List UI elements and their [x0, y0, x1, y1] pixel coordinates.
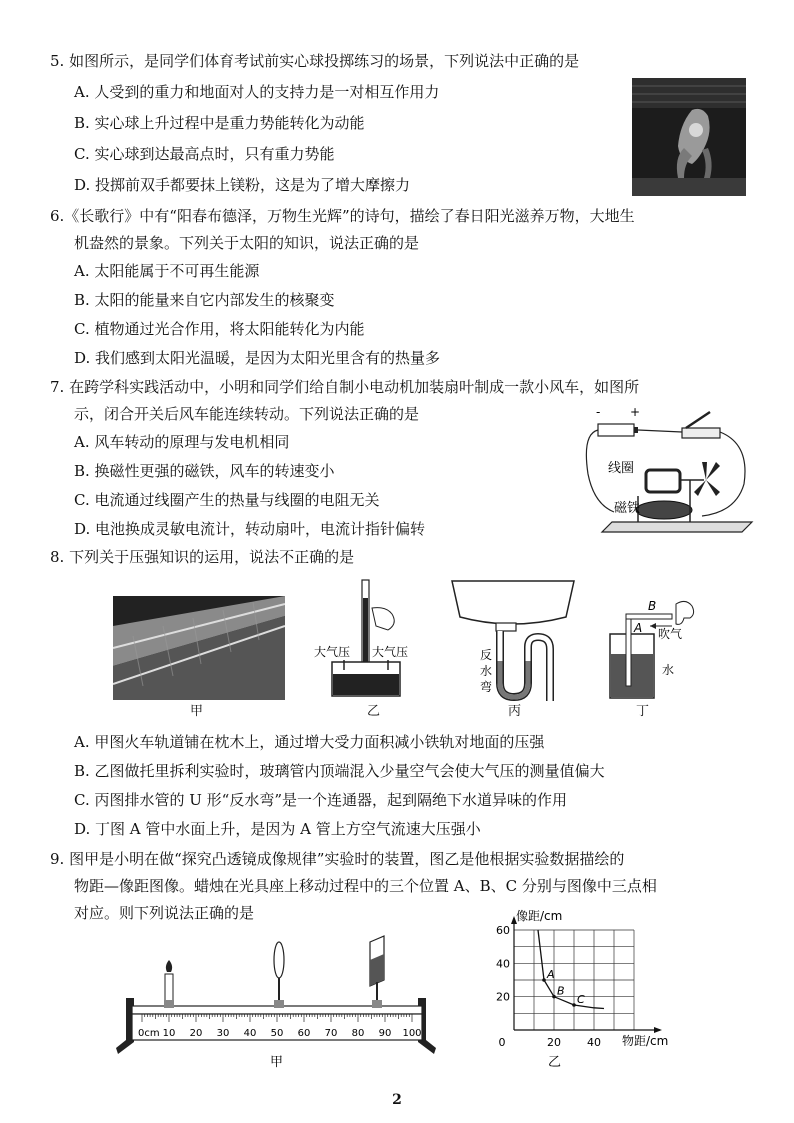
q6-option-c: C. 植物通过光合作用，将太阳能转化为内能 — [74, 320, 365, 338]
bench-left-stand — [116, 998, 134, 1054]
q7-option-c: C. 电流通过线圈产生的热量与线圈的电阻无关 — [74, 491, 380, 509]
battery-plus-label: + — [630, 405, 641, 419]
magnet — [636, 501, 692, 519]
q6-option-d: D. 我们感到太阳光温暖，是因为太阳光里含有的热量多 — [74, 349, 441, 367]
bench-tick-label: 20 — [189, 1028, 203, 1039]
battery-minus-label: - — [596, 405, 601, 419]
q9-stem-line1: 9. 图甲是小明在做“探究凸透镜成像规律”实验时的装置，图乙是他根据实验数据描绘的 — [50, 850, 625, 868]
q5-stem: 5. 如图所示，是同学们体育考试前实心球投掷练习的场景，下列说法中正确的是 — [50, 52, 580, 70]
q9-stem-line2: 物距—像距图像。蜡烛在光具座上移动过程中的三个位置 A、B、C 分别与图像中三点相 — [74, 877, 657, 895]
q8-fig-ding-blow — [600, 596, 700, 700]
q6-option-a: A. 太阳能属于不可再生能源 — [74, 262, 260, 280]
chart-y-label: 像距/cm — [516, 909, 563, 923]
chart-y-tick-label: 40 — [496, 957, 510, 971]
q7-stem-line2: 示，闭合开关后风车能连续转动。下列说法正确的是 — [74, 405, 420, 423]
magnet-label: 磁铁 — [614, 501, 641, 516]
chart-point-A — [542, 978, 546, 982]
q6-stem-line1: 6.《长歌行》中有“阳春布德泽，万物生光辉”的诗句，描绘了春日阳光滋养万物，大地生 — [50, 207, 635, 225]
q7-stem-line1: 7. 在跨学科实践活动中，小明和同学们给自制小电动机加装扇叶制成一款小风车，如图所 — [50, 378, 640, 396]
q8-fig-yi-torricelli — [310, 578, 422, 700]
ding-label-a: A — [634, 621, 643, 635]
bing-label-1: 反 — [480, 648, 493, 662]
chart-x-label: 物距/cm — [622, 1034, 669, 1048]
ding-label-water: 水 — [662, 663, 675, 677]
q7-option-d: D. 电池换成灵敏电流计，转动扇叶，电流计指针偏转 — [74, 520, 426, 538]
convex-lens — [274, 942, 284, 1008]
chart-x-tick-label: 20 — [547, 1036, 561, 1049]
bench-tick-label: 90 — [378, 1028, 392, 1039]
bing-label-3: 弯 — [480, 680, 493, 694]
chart-point-B — [552, 995, 556, 999]
chart-caption: 乙 — [548, 1055, 562, 1070]
light-screen — [370, 936, 384, 1008]
q8-option-b: B. 乙图做托里拆利实验时，玻璃管内顶端混入少量空气会使大气压的测量值偏大 — [74, 762, 605, 780]
ding-label-b: B — [648, 599, 657, 613]
battery — [598, 424, 634, 436]
q8-fig-jia-railway — [113, 596, 285, 700]
bench-tick-label: 50 — [270, 1028, 284, 1039]
q8-caption-jia: 甲 — [190, 704, 204, 719]
bing-label-2: 水 — [480, 664, 493, 678]
q5-photo-shot-put — [632, 78, 746, 196]
q8-stem: 8. 下列关于压强知识的运用，说法不正确的是 — [50, 548, 355, 566]
bench-tick-label: 80 — [351, 1028, 365, 1039]
q5-option-c: C. 实心球到达最高点时，只有重力势能 — [74, 145, 335, 163]
bench-tick-label: 40 — [243, 1028, 257, 1039]
chart-x-arrow — [654, 1027, 662, 1033]
bench-tick-label: 100 — [402, 1028, 422, 1039]
base-board — [602, 522, 752, 532]
q8-caption-bing: 丙 — [508, 704, 522, 719]
q8-option-d: D. 丁图 A 管中水面上升，是因为 A 管上方空气流速大压强小 — [74, 820, 481, 838]
fan-blades — [694, 462, 720, 496]
q7-option-a: A. 风车转动的原理与发电机相同 — [74, 433, 290, 451]
bench-caption: 甲 — [270, 1055, 284, 1070]
page-number: 2 — [392, 1092, 402, 1108]
chart-point-label: A — [547, 968, 555, 981]
coil-label: 线圈 — [608, 461, 635, 476]
q9-stem-line3: 对应。则下列说法正确的是 — [74, 904, 255, 922]
bench-tick-label: 0cm — [138, 1028, 160, 1039]
chart-x-tick-label: 40 — [587, 1036, 601, 1049]
q8-caption-yi: 乙 — [367, 704, 381, 719]
q9-image-distance-chart — [480, 908, 680, 1070]
switch — [682, 428, 720, 438]
q7-motor-diagram — [574, 404, 754, 546]
ding-label-blow: 吹气 — [658, 627, 683, 641]
candle — [164, 960, 174, 1008]
bench-tick-label: 60 — [297, 1028, 311, 1039]
q7-option-b: B. 换磁性更强的磁铁，风车的转速变小 — [74, 462, 335, 480]
q8-option-c: C. 丙图排水管的 U 形“反水弯”是一个连通器，起到隔绝下水道异味的作用 — [74, 791, 567, 809]
q8-option-a: A. 甲图火车轨道铺在枕木上，通过增大受力面积减小铁轨对地面的压强 — [74, 733, 545, 751]
chart-x-tick-label: 0 — [498, 1036, 506, 1049]
chart-y-tick-label: 20 — [496, 990, 510, 1004]
coil — [646, 470, 680, 492]
bench-tick-label: 30 — [216, 1028, 230, 1039]
q6-option-b: B. 太阳的能量来自它内部发生的核聚变 — [74, 291, 335, 309]
chart-point-C — [572, 1003, 576, 1007]
q6-stem-line2: 机盎然的景象。下列关于太阳的知识，说法正确的是 — [74, 234, 420, 252]
bench-tick-label: 10 — [162, 1028, 176, 1039]
q5-option-d: D. 投掷前双手都要抹上镁粉，这是为了增大摩擦力 — [74, 176, 411, 194]
yi-label-left: 大气压 — [314, 645, 351, 659]
chart-y-tick-label: 60 — [496, 924, 510, 937]
chart-point-label: C — [577, 993, 585, 1006]
q8-caption-ding: 丁 — [636, 704, 650, 719]
q5-option-a: A. 人受到的重力和地面对人的支持力是一对相互作用力 — [74, 83, 440, 101]
q5-option-b: B. 实心球上升过程中是重力势能转化为动能 — [74, 114, 365, 132]
yi-label-right: 大气压 — [372, 645, 409, 659]
q8-fig-bing-sink-trap — [450, 577, 576, 701]
chart-point-label: B — [557, 984, 565, 998]
q9-optical-bench — [112, 930, 442, 1070]
bench-tick-label: 70 — [324, 1028, 338, 1039]
